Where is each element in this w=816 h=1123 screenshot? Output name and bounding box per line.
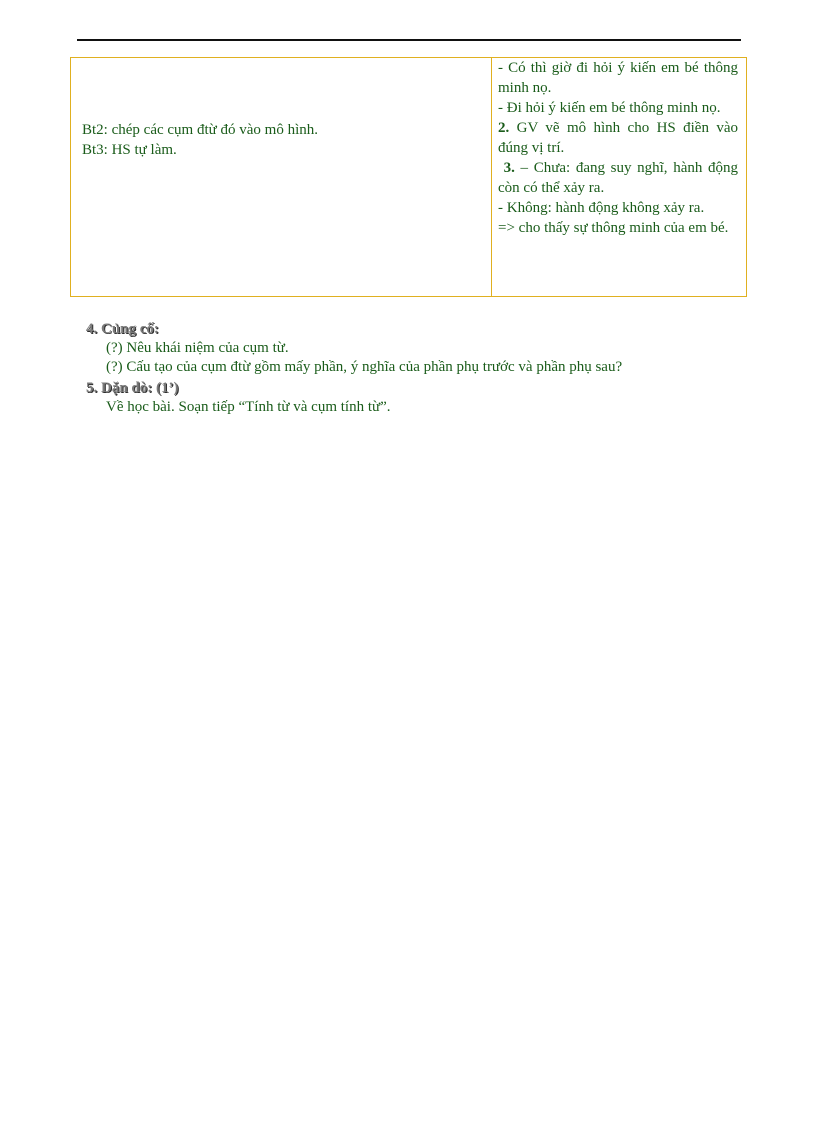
right-para-3 bbox=[498, 118, 738, 158]
consolidation-question-2: (?) Cấu tạo của cụm đtừ gồm mấy phần, ý nghĩa của phần phụ trước và phần phụ sau? bbox=[106, 359, 623, 375]
right-para-2: - Đi hỏi ý kiến em bé thông minh nọ. bbox=[498, 100, 721, 116]
right-para-3-number: 2. bbox=[498, 120, 510, 136]
right-para-4-text: – Chưa: đang suy nghĩ, hành động còn có thể xảy ra. bbox=[498, 160, 739, 196]
teacher-activity-cell bbox=[71, 58, 492, 296]
content-cell bbox=[492, 58, 746, 296]
right-para-4 bbox=[498, 158, 738, 198]
left-line-bt2: Bt2: chép các cụm đtừ đó vào mô hình. bbox=[82, 122, 318, 138]
header-rule bbox=[77, 39, 741, 41]
consolidation-section bbox=[86, 320, 766, 377]
homework-heading: 5. Dặn dò: (1’) bbox=[86, 380, 179, 396]
left-line-bt3: Bt3: HS tự làm. bbox=[82, 142, 177, 158]
right-para-6: => cho thấy sự thông minh của em bé. bbox=[498, 220, 729, 236]
consolidation-question-1: (?) Nêu khái niệm của cụm từ. bbox=[106, 340, 289, 356]
right-para-3-text: GV vẽ mô hình cho HS điền vào đúng vị trí. bbox=[498, 120, 738, 156]
homework-text: Về học bài. Soạn tiếp “Tính từ và cụm tính từ”. bbox=[106, 399, 391, 415]
lesson-table bbox=[70, 57, 747, 297]
right-para-4-number: 3. bbox=[503, 160, 515, 176]
homework-section bbox=[86, 379, 766, 417]
right-para-1: - Có thì giờ đi hỏi ý kiến em bé thông minh nọ. bbox=[498, 60, 738, 96]
consolidation-heading: 4. Củng cố: bbox=[86, 321, 159, 337]
right-para-5: - Không: hành động không xảy ra. bbox=[498, 200, 705, 216]
